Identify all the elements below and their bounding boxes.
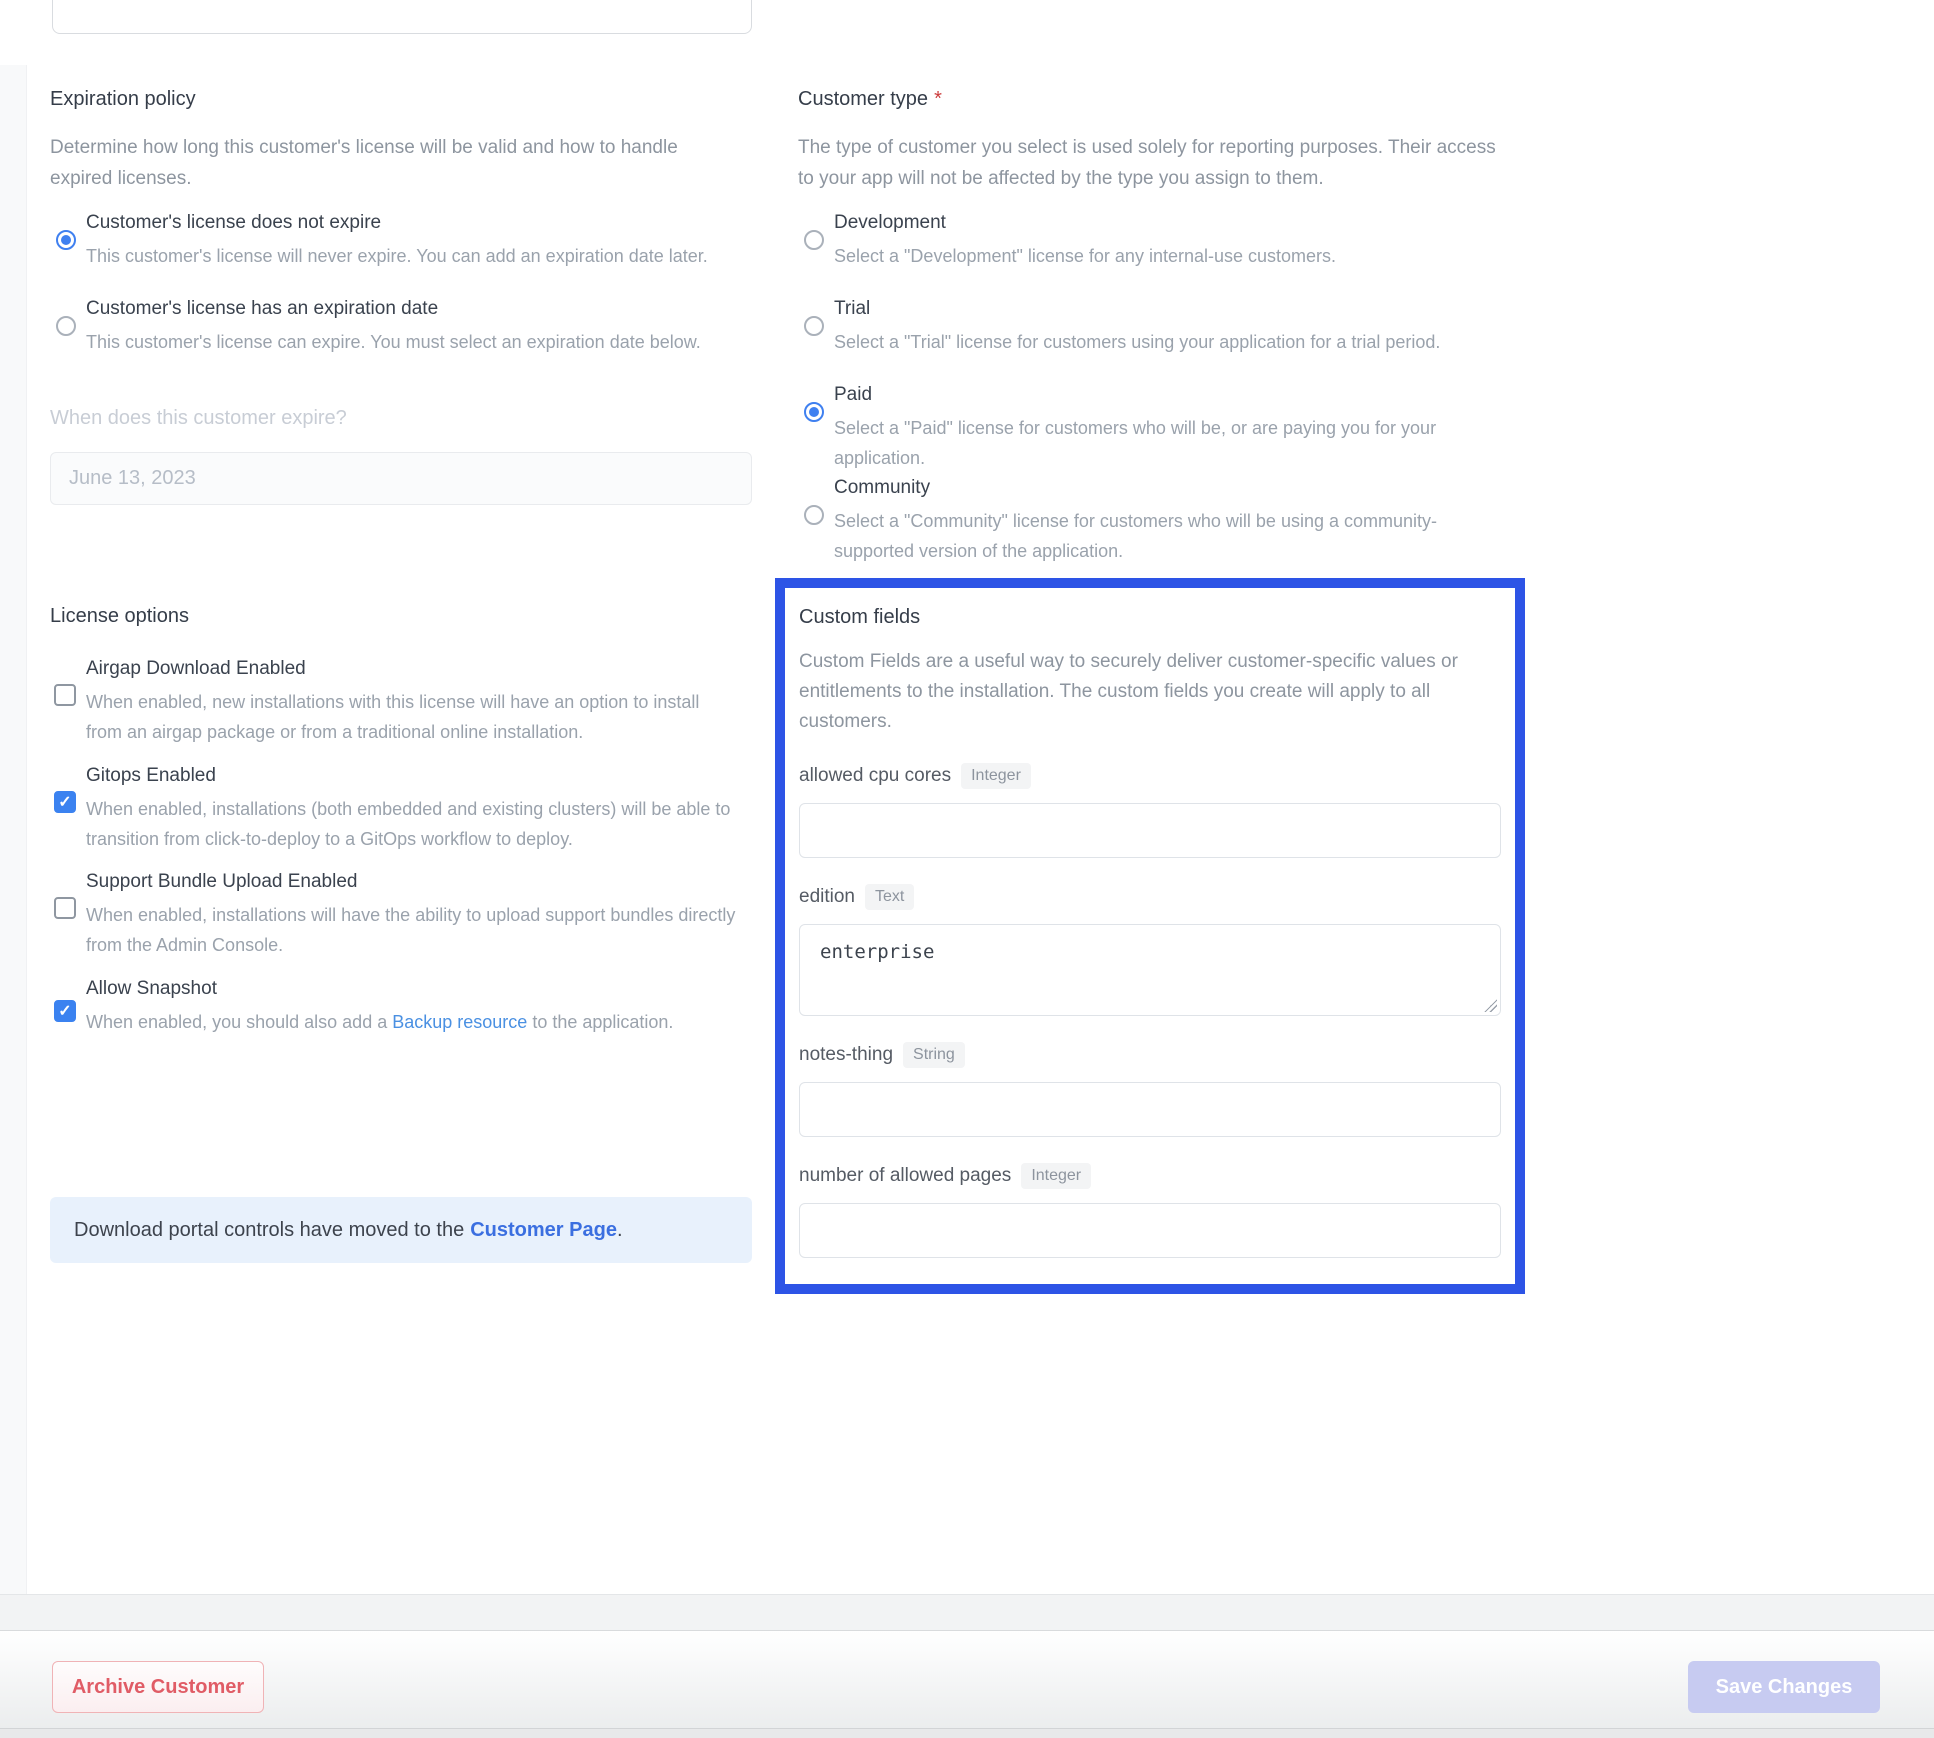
checkbox-unchecked-icon[interactable] <box>54 684 76 706</box>
option-description: Select a "Development" license for any internal-use customers. <box>834 246 1337 266</box>
option-label[interactable]: Gitops Enabled <box>86 765 216 786</box>
field-type-badge: Integer <box>1021 1163 1091 1189</box>
radio-selected-icon[interactable] <box>804 402 824 422</box>
number-of-allowed-pages-input[interactable] <box>799 1203 1501 1258</box>
radio-option-paid[interactable] <box>798 384 1494 473</box>
radio-unselected-icon[interactable] <box>804 230 824 250</box>
checkbox-option-airgap-download[interactable] <box>50 658 736 747</box>
archive-customer-button[interactable]: Archive Customer <box>52 1661 264 1713</box>
checkbox-option-support-bundle[interactable] <box>50 871 736 960</box>
field-label: allowed cpu cores <box>799 765 952 786</box>
custom-fields-description: Custom Fields are a useful way to securely deliver customer-specific values or entitlements to the installation. The custom fields you create will apply to all customers. <box>799 651 1458 732</box>
option-description: This customer's license will never expire. You can add an expiration date later. <box>86 246 708 266</box>
option-description: When enabled, installations (both embedded and existing clusters) will be able to transition from click-to-deploy to a GitOps workflow to deploy. <box>86 799 731 849</box>
option-label[interactable]: Allow Snapshot <box>86 978 217 999</box>
field-type-badge: String <box>903 1042 965 1068</box>
checkbox-checked-icon[interactable]: ✓ <box>54 791 76 813</box>
field-label-row <box>799 763 1501 789</box>
download-portal-notice <box>50 1197 752 1263</box>
backup-resource-link[interactable]: Backup resource <box>392 1012 528 1032</box>
expiration-policy-description: Determine how long this customer's license will be valid and how to handle expired licenses. <box>50 137 678 189</box>
option-label[interactable]: Paid <box>834 384 873 405</box>
option-description: When enabled, new installations with this license will have an option to install from an airgap package or from a traditional online installation. <box>86 692 700 742</box>
customer-type-title <box>798 88 942 111</box>
expire-date-question-label: When does this customer expire? <box>50 407 347 429</box>
checkbox-option-allow-snapshot[interactable] <box>50 978 736 1037</box>
checkbox-unchecked-icon[interactable] <box>54 897 76 919</box>
license-options-title: License options <box>50 605 189 627</box>
radio-unselected-icon[interactable] <box>56 316 76 336</box>
content-end-band <box>0 1594 1934 1631</box>
notice-text: Download portal controls have moved to the <box>74 1218 465 1241</box>
option-description: Select a "Paid" license for customers who will be, or are paying you for your application. <box>834 418 1437 468</box>
option-description: Select a "Community" license for customers who will be using a community-supported version of the application. <box>834 511 1437 561</box>
customer-type-description: The type of customer you select is used solely for reporting purposes. Their access to your app will not be affected by the type you assign to them. <box>798 137 1496 189</box>
expire-date-input[interactable] <box>50 452 752 505</box>
option-label[interactable]: Community <box>834 477 931 498</box>
field-label: edition <box>799 886 855 907</box>
field-label-row <box>799 1042 1501 1068</box>
customer-type-title-text: Customer type <box>798 88 929 110</box>
notes-thing-input[interactable] <box>799 1082 1501 1137</box>
scrolled-input-remnant[interactable] <box>52 0 752 34</box>
footer-bar <box>0 1631 1934 1738</box>
checkbox-checked-icon[interactable]: ✓ <box>54 1000 76 1022</box>
radio-unselected-icon[interactable] <box>804 316 824 336</box>
description-prefix: When enabled, you should also add a <box>86 1012 393 1032</box>
custom-fields-highlight-box <box>775 578 1525 1294</box>
customer-page-link[interactable]: Customer Page <box>470 1218 617 1241</box>
page-left-gutter <box>0 65 27 1594</box>
option-description <box>86 1007 736 1037</box>
field-label: notes-thing <box>799 1044 894 1065</box>
option-label[interactable]: Support Bundle Upload Enabled <box>86 871 358 892</box>
edition-textarea[interactable] <box>800 925 1500 1015</box>
field-type-badge: Text <box>865 884 914 910</box>
option-label[interactable]: Airgap Download Enabled <box>86 658 306 679</box>
field-label-row <box>799 1163 1501 1189</box>
field-label: number of allowed pages <box>799 1165 1012 1186</box>
radio-unselected-icon[interactable] <box>804 505 824 525</box>
radio-option-development[interactable] <box>798 212 1494 271</box>
field-type-badge: Integer <box>961 763 1031 789</box>
bottom-strip <box>0 1728 1934 1738</box>
notice-suffix: . <box>616 1218 623 1241</box>
radio-option-license-no-expire[interactable] <box>50 212 736 271</box>
expiration-policy-title: Expiration policy <box>50 88 196 110</box>
option-description: When enabled, installations will have the ability to upload support bundles directly from the Admin Console. <box>86 905 736 955</box>
required-asterisk: * <box>934 88 942 110</box>
radio-option-license-expires[interactable] <box>50 298 736 357</box>
checkbox-option-gitops[interactable] <box>50 765 736 854</box>
field-label-row <box>799 884 1501 910</box>
edition-textarea-wrap <box>799 924 1501 1016</box>
option-label[interactable]: Customer's license has an expiration date <box>86 298 439 319</box>
radio-option-trial[interactable] <box>798 298 1494 357</box>
option-label[interactable]: Customer's license does not expire <box>86 212 382 233</box>
option-label[interactable]: Development <box>834 212 946 233</box>
radio-option-community[interactable] <box>798 477 1494 566</box>
option-description: This customer's license can expire. You must select an expiration date below. <box>86 332 701 352</box>
textarea-resize-handle-icon[interactable] <box>1484 999 1497 1012</box>
allowed-cpu-cores-input[interactable] <box>799 803 1501 858</box>
option-label[interactable]: Trial <box>834 298 871 319</box>
save-changes-button[interactable]: Save Changes <box>1688 1661 1880 1713</box>
radio-selected-icon[interactable] <box>56 230 76 250</box>
description-suffix: to the application. <box>527 1012 674 1032</box>
custom-fields-title: Custom fields <box>799 606 921 628</box>
option-description: Select a "Trial" license for customers using your application for a trial period. <box>834 332 1441 352</box>
